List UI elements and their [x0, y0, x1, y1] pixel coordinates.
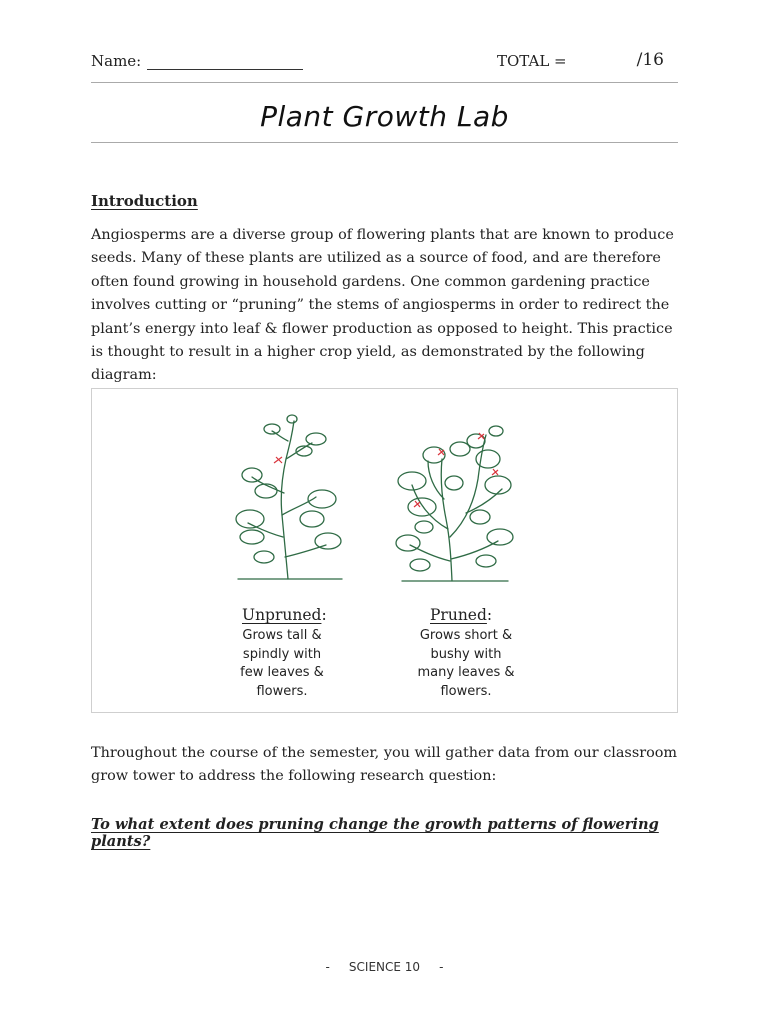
header-row — [91, 48, 678, 74]
body-paragraph: Throughout the course of the semester, you will gather data from our classroom grow tower to address the following research question: — [91, 745, 678, 785]
unpruned-label-text: Unpruned — [242, 606, 322, 624]
name-blank-line[interactable] — [147, 55, 303, 70]
pruned-label: Pruned: — [430, 606, 493, 624]
pruned-line-4: flowers. — [440, 683, 492, 699]
pruned-label-text: Pruned — [430, 606, 487, 624]
unpruned-line-4: flowers. — [256, 683, 308, 699]
pruned-line-1: Grows short & — [419, 628, 513, 643]
total-label: TOTAL = — [497, 52, 567, 70]
research-question: To what extent does pruning change the growth patterns of flowering plants? — [91, 816, 659, 850]
name-label-text: Name: — [91, 52, 142, 70]
unpruned-line-1: Grows tall & — [242, 628, 322, 643]
page-title: Plant Growth Lab — [260, 100, 509, 133]
worksheet-page — [91, 0, 678, 1024]
total-score: /16 — [636, 50, 664, 70]
unpruned-description — [232, 627, 332, 701]
pruned-description — [414, 627, 518, 701]
unpruned-line-3: few leaves & — [240, 665, 324, 680]
page-footer — [91, 960, 678, 974]
unpruned-label: Unpruned: — [242, 606, 327, 624]
pruned-line-3: many leaves & — [417, 665, 515, 680]
title-divider — [91, 142, 678, 143]
pruned-plant-illustration — [394, 419, 516, 589]
section-heading-introduction: Introduction — [91, 192, 198, 210]
pruned-line-2: bushy with — [430, 646, 502, 662]
header-divider — [91, 82, 678, 83]
pruning-diagram — [91, 388, 678, 713]
footer-text: - SCIENCE 10 - — [325, 960, 444, 974]
unpruned-plant-illustration — [230, 407, 350, 587]
unpruned-line-2: spindly with — [242, 646, 322, 662]
name-label — [91, 52, 303, 70]
intro-paragraph: Angiosperms are a diverse group of flowering plants that are known to produce seeds. Many of these plants are utilized as a source of food, and are therefore often found growing in household gardens. One common gardening practice involves cutting or “pruning” the stems of angiosperms in order to redirect the plant’s energy into leaf & flower production as opposed to height. This practice is thought to result in a higher crop yield, as demonstrated by the following diagram: — [91, 227, 674, 384]
